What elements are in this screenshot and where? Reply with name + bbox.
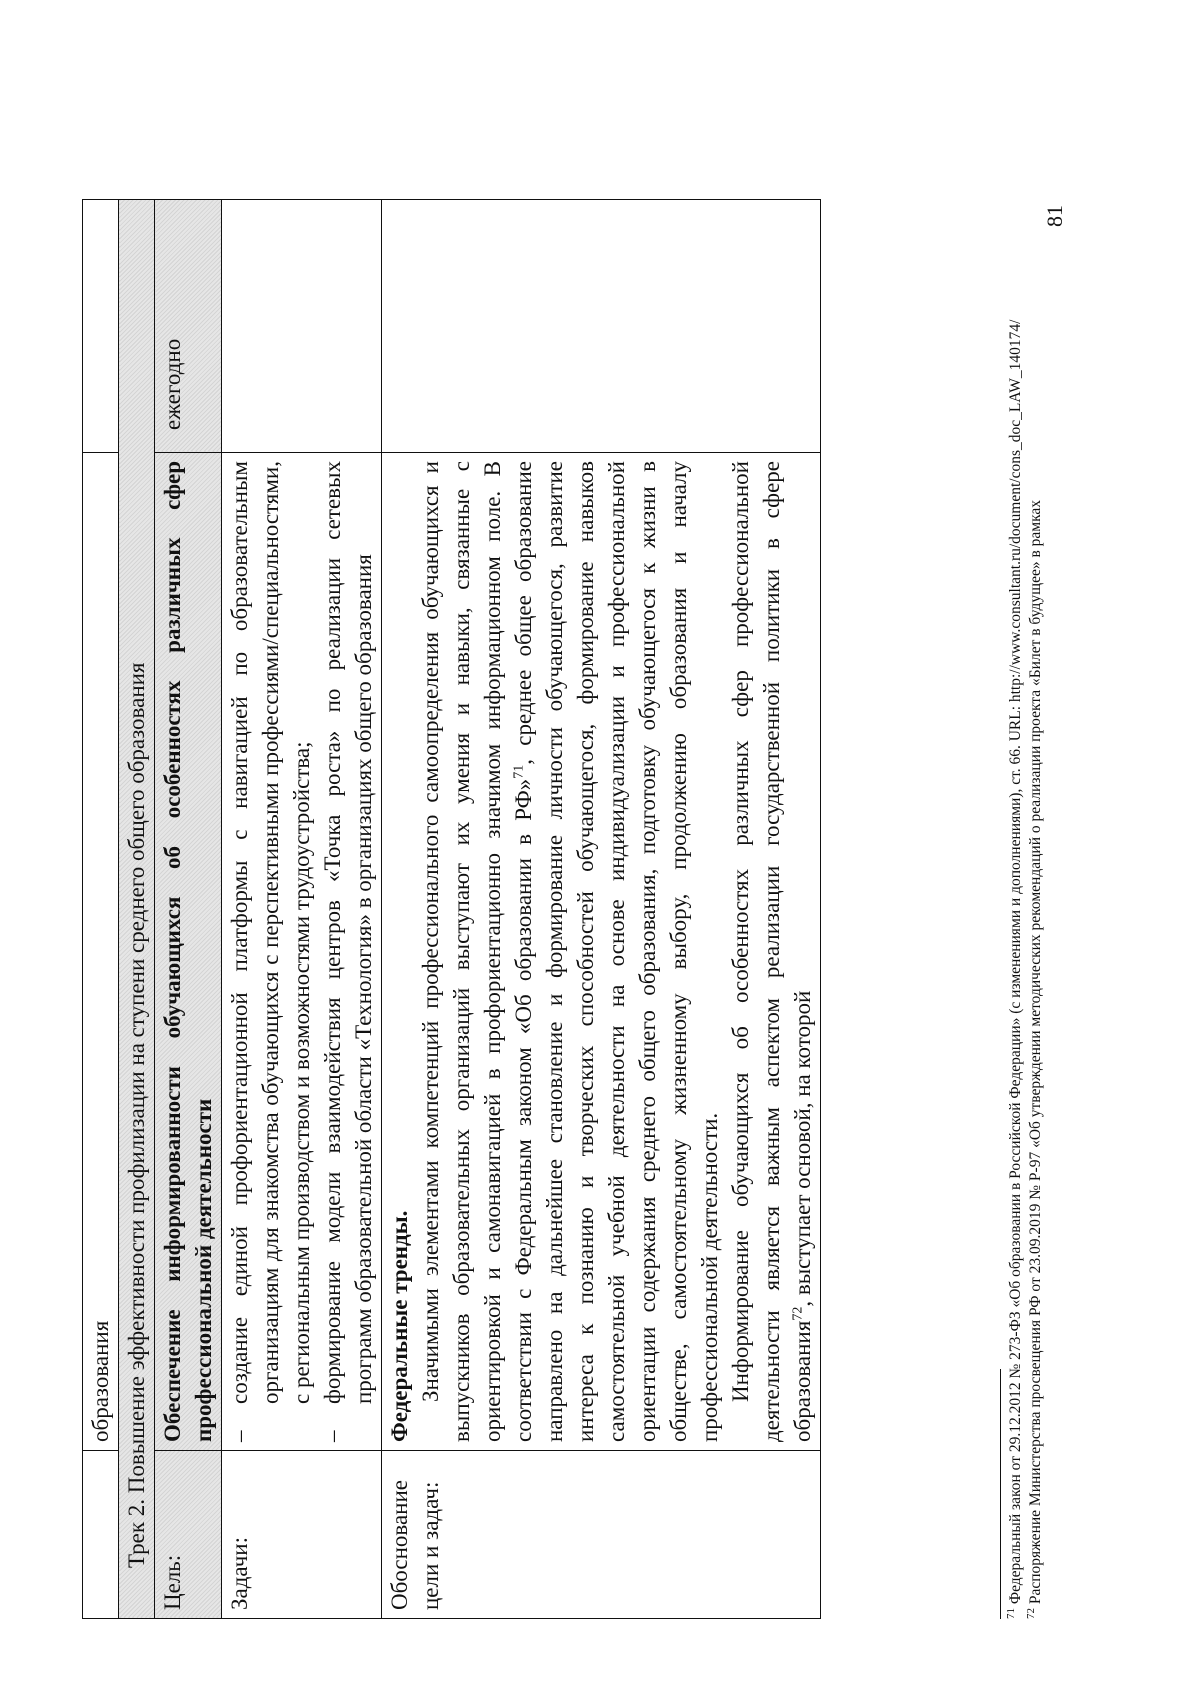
- track-title-cell: [119, 200, 155, 1619]
- paragraph-text: Информирование обучающихся об особенностях различных сфер профессиональной деятельности является важным аспектом реализации государственной политики в сфере образования: [728, 461, 815, 1442]
- tasks-label: Задачи:: [227, 1537, 252, 1610]
- goal-label-cell: [155, 1451, 222, 1619]
- table-row: [382, 200, 821, 1619]
- table-cell: [222, 200, 382, 453]
- goal-label: Цель:: [160, 1554, 185, 1610]
- page-number: 81: [1042, 205, 1067, 227]
- footnote-number: 72: [1024, 1608, 1037, 1619]
- table-cell: [83, 453, 119, 1451]
- dash-bullet: –: [320, 1430, 345, 1442]
- footnote-ref[interactable]: 71: [511, 764, 527, 779]
- goal-text-cell: [155, 453, 222, 1451]
- track-title: Трек 2. Повышение эффективности профилизации на ступени среднего общего образования: [124, 662, 149, 1568]
- footnote: [1026, 199, 1046, 1619]
- table-cell: [83, 1451, 119, 1619]
- row-top-text: образования: [88, 1320, 113, 1442]
- table-cell: [83, 200, 119, 453]
- table-row: [155, 200, 222, 1619]
- track-table: [82, 199, 821, 1619]
- table-cell: [382, 200, 821, 453]
- footnote-ref[interactable]: 72: [790, 1306, 806, 1321]
- paragraph-text: , среднее общее образование направлено на дальнейшее становление и формирование личности обучающегося, развитие интереса к познанию и творческих способностей обучающегося, формирование навыков самостоятельной учебной деятельности на основе индивидуализации и профессиональной ориентации содержания среднего общего образования, подготовку обучающегося к жизни в обществе, самостоятельному жизненному выбору, продолжению образования и началу профессиональной деятельности.: [511, 461, 722, 1442]
- footnote-text: Федеральный закон от 29.12.2012 № 273-ФЗ «Об образовании в Российской Федерации» (с изменениями и дополнениями), ст. 66. URL: http://www.consultant.ru/document/cons_doc_LAW_140174/: [1007, 319, 1024, 1605]
- list-item: [224, 461, 317, 1442]
- basis-paragraph: [415, 461, 725, 1442]
- footnote-number: 71: [1004, 1608, 1017, 1619]
- task-text: формирование модели взаимодействия центров «Точка роста» по реализации сетевых программ образовательной области «Технология» в организациях общего образования: [320, 461, 376, 1404]
- paragraph-text: , выступает основой, на которой: [790, 990, 815, 1307]
- task-text: создание единой профориентационной платформы с навигацией по образовательным организациям для знакомства обучающихся с перспективными профессиями/специальностями, с региональным производством и возможностями трудоустройства;: [227, 461, 314, 1404]
- table-row: [222, 200, 382, 1619]
- task-list: [222, 453, 381, 1450]
- goal-text: Обеспечение информированности обучающихся об особенностях различных сфер профессиональной деятельности: [160, 461, 216, 1442]
- footnote-text: Распоряжение Министерства просвещения РФ от 23.09.2019 № Р-97 «Об утверждении методических рекомендаций о реализации проекта «Билет в будущее» в рамках: [1027, 499, 1044, 1605]
- basis-text: [382, 453, 820, 1450]
- basis-label: Обоснование цели и задач:: [387, 1480, 443, 1610]
- basis-heading: Федеральные тренды.: [387, 1210, 412, 1442]
- paragraph-text: Значимыми элементами компетенций профессионального самоопределения обучающихся и выпускников образовательных организаций выступают их умения и навыки, связанные с ориентировкой и самонавигацией в профориентационно значимом информационном поле. В соответствии с Федеральным законом «Об образовании в РФ»: [418, 461, 536, 1442]
- goal-term-cell: [155, 200, 222, 453]
- basis-cell: [382, 453, 821, 1451]
- table-row: [119, 200, 155, 1619]
- table-row: [83, 200, 119, 1619]
- footnote-separator: [1000, 1369, 1001, 1619]
- basis-label-cell: [382, 1451, 821, 1619]
- footnote: [1006, 199, 1026, 1619]
- dash-bullet: –: [227, 1430, 252, 1442]
- goal-term: ежегодно: [160, 338, 185, 430]
- basis-paragraph: [725, 461, 818, 1442]
- tasks-cell: [222, 453, 382, 1451]
- tasks-label-cell: [222, 1451, 382, 1619]
- list-item: [317, 461, 379, 1442]
- footnotes: [1006, 199, 1046, 1619]
